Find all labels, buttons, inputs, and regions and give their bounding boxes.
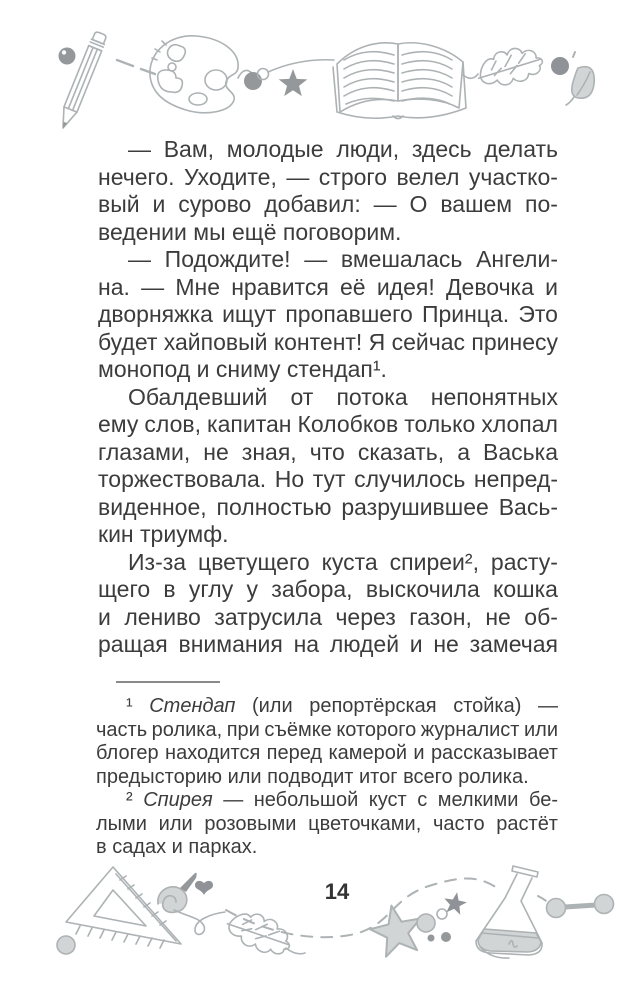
paragraph — [98, 136, 558, 246]
paragraph — [98, 549, 558, 659]
header-decoration — [0, 0, 625, 135]
body-text — [98, 136, 558, 659]
text-line: глазами, не зная, что сказать, а Васька — [98, 438, 558, 465]
text-line: на. — Мне нравится её идея! Девочка и — [98, 273, 558, 300]
oak-leaf-icon — [475, 44, 546, 89]
page-number: 14 — [324, 879, 350, 904]
text-line: монопод и сниму стендап¹. — [98, 356, 387, 382]
string-line — [463, 74, 478, 78]
circle-doodle — [437, 909, 447, 919]
text-line: нечего. Уходите, — строго велел участко- — [98, 163, 558, 190]
small-star-icon — [444, 892, 467, 915]
text-line: — Подождите! — вмешалась Ангели- — [128, 246, 558, 272]
text-line: в садах и парках. — [96, 836, 258, 858]
text-line: виденное, полностью разрушившее Вась- — [98, 493, 558, 520]
footnotes — [96, 695, 558, 860]
dot-doodle — [428, 935, 435, 942]
text-line: лыми или розовыми цветочками, часто растёт — [96, 812, 558, 835]
text-line: Из-за цветущего куста спиреи², расту- — [128, 548, 558, 575]
heart-icon — [195, 881, 213, 895]
star-icon — [279, 69, 308, 96]
text-line: дворняжка ищут пропавшего Принца. Это — [98, 301, 558, 327]
paragraph — [96, 695, 558, 789]
text-line: ращая внимания на людей и не замечая — [98, 631, 558, 657]
text-line: будет хайповый контент! Я сейчас принесу — [98, 328, 558, 355]
text-line: Обалдевший от потока непонятных — [128, 383, 558, 410]
text-line: вый и сурово добавил: — О вашем по- — [98, 191, 558, 217]
dumbbell-icon — [547, 895, 614, 918]
text-line: и лениво затрусила через газон, не об- — [98, 603, 558, 630]
text-line: ему слов, капитан Колобков только хлопал — [98, 411, 558, 437]
text-line: ведении мы ещё поговорим. — [98, 218, 402, 245]
text-line: щего в углу у забора, выскочила кошка — [98, 576, 558, 602]
paragraph — [98, 384, 558, 549]
dot-doodle — [441, 932, 451, 942]
text-line: торжествовала. Но тут случилось непред- — [98, 466, 558, 492]
text-line: блогер находится перед камерой и рассказывает — [96, 742, 558, 764]
footnote-separator — [116, 681, 220, 683]
paragraph — [96, 789, 558, 860]
open-book-icon — [333, 43, 466, 119]
circle-doodle — [417, 914, 435, 932]
text-line: ² Спирея — небольшой куст с мелкими бе- — [126, 789, 558, 811]
text-line: — Вам, молодые люди, здесь делать — [128, 136, 558, 162]
bead-icon — [59, 48, 76, 65]
text-line: часть ролика, при съёмке которого журналист или — [96, 718, 558, 741]
palette-icon — [150, 36, 238, 113]
bead-icon — [551, 57, 569, 75]
sprout-icon — [566, 67, 594, 105]
text-line: предысторию или подводит итог всего ролика. — [96, 765, 529, 788]
footer-decoration — [0, 852, 625, 992]
flask-icon — [476, 866, 542, 958]
rose-swirl-icon — [158, 873, 197, 913]
oak-leaf-icon — [223, 903, 297, 963]
pencil-icon — [57, 31, 108, 131]
bead-icon — [244, 69, 269, 91]
star-outline-icon — [370, 906, 420, 957]
text-line: кин триумф. — [98, 521, 229, 547]
loop-line — [174, 910, 225, 934]
paragraph — [98, 246, 558, 384]
bead-icon — [57, 936, 75, 954]
text-line: ¹ Стендап (или репортёрская стойка) — — [126, 695, 558, 717]
